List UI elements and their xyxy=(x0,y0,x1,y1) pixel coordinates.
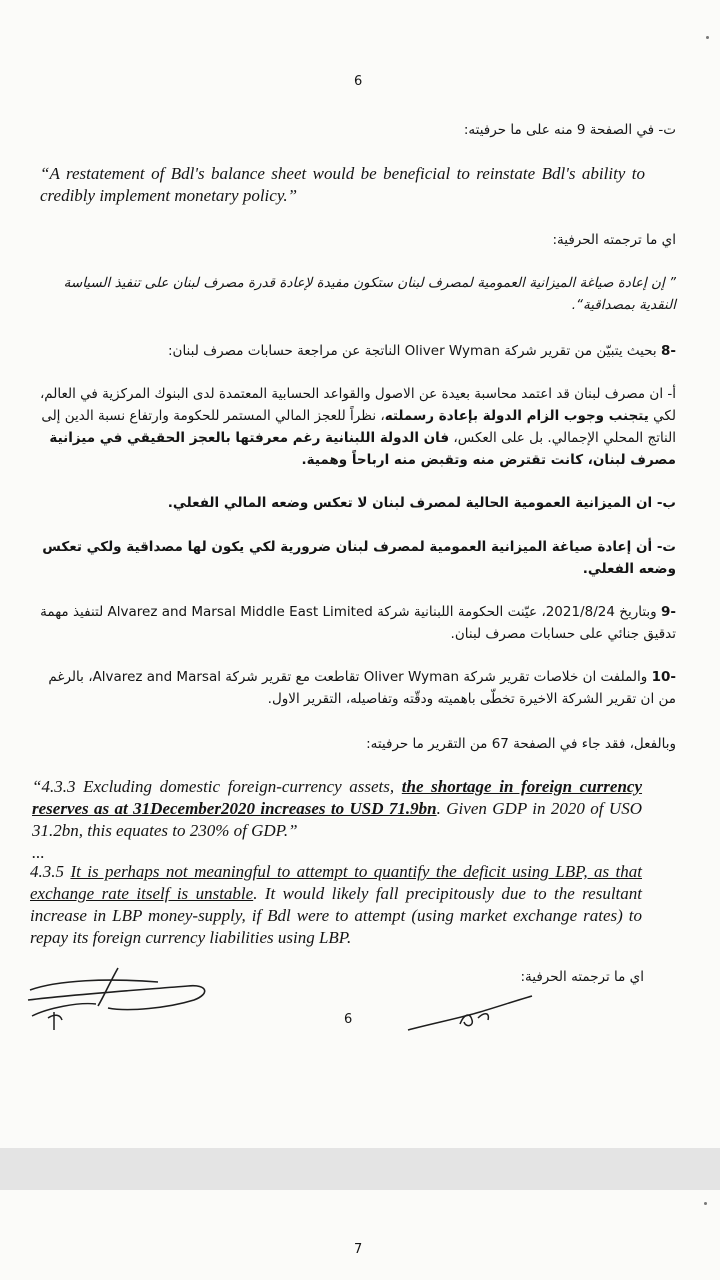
item-10 xyxy=(36,666,676,710)
closing-translation-label: اي ما ترجمته الحرفية: xyxy=(520,969,644,985)
item-9 xyxy=(36,601,676,645)
item-8b-marker: ب- xyxy=(656,495,676,511)
quote-4-3-5-suffix: . It would likely fall precipitously due to the resultant increase in LBP money-supply, if Bdl were to attempt (using market exchange rates) to repay its foreign currency liabilities using LBP. xyxy=(30,884,642,947)
item-9-text: وبتاريخ 2021/8/24، عيّنت الحكومة اللبنانية شركة Alvarez and Marsal Middle East Limited لتنفيذ مهمة تدقيق جنائي على حسابات مصرف لبنان. xyxy=(40,604,676,642)
quote-4-3-5 xyxy=(30,861,642,949)
quote-4-3-3-underlined: the shortage in foreign currency reserves as at 31December2020 increases to USD 71.9bn xyxy=(32,777,643,818)
item-8t-text: أن إعادة صياغة الميزانية العمومية لمصرف لبنان ضرورية لكي يكون لها مصداقية ولكي تعكس وضعه الفعلي. xyxy=(42,539,676,577)
item-10-marker: -10 xyxy=(651,669,676,685)
ellipsis: ... xyxy=(32,843,45,862)
item-8a-text-1: ان مصرف لبنان قد اعتمد محاسبة بعيدة عن الاصول والقواعد الحسابية المعتمدة لدى البنوك المركزية في العالم، لكي xyxy=(39,386,676,424)
item-9-marker: -9 xyxy=(660,604,676,620)
signature-left xyxy=(18,960,218,1040)
item-8a-bold-1: يتجنب وجوب الزام الدولة بإعادة رسملته xyxy=(384,408,649,424)
signature-right xyxy=(400,990,560,1040)
translation-text: ” إن إعادة صياغة الميزانية العمومية لمصرف لبنان ستكون مفيدة لإعادة قدرة مصرف لبنان على تنفيذ السياسة النقدية بمصداقية“. xyxy=(63,275,676,313)
quote-4-3-3 xyxy=(32,776,642,842)
translation-label: اي ما ترجمته الحرفية: xyxy=(552,232,676,248)
quote-bdl-restatement: “A restatement of Bdl's balance sheet would be beneficial to reinstate Bdl's ability to credibly implement monetary policy.” xyxy=(40,164,645,205)
item-8b xyxy=(36,492,676,514)
item-10-text: والملفت ان خلاصات تقرير شركة Oliver Wyman تقاطعت مع تقرير شركة Alvarez and Marsal، بالرغم من ان تقرير الشركة الاخيرة تخطّى باهميته ودقّته وتفاصيله، التقرير الاول. xyxy=(48,669,676,707)
quote-4-3-5-underlined: It is perhaps not meaningful to attempt to quantify the deficit using LBP, as that exchange rate itself is unstable xyxy=(30,862,642,903)
quote-4-3-3-suffix: . Given GDP in 2020 of USO 31.2bn, this equates to 230% of GDP.” xyxy=(32,799,642,840)
item-8b-text: ان الميزانية العمومية الحالية لمصرف لبنان لا تعكس وضعه المالي الفعلي. xyxy=(167,495,653,511)
quote-4-3-5-prefix: 4.3.5 xyxy=(30,862,71,881)
item-8a xyxy=(36,383,676,471)
page67-intro: وبالفعل، فقد جاء في الصفحة 67 من التقرير ما حرفيته: xyxy=(366,736,676,752)
page-number-bottom: 6 xyxy=(344,1012,353,1027)
item-8a-bold-2: فان الدولة اللبنانية رغم معرفتها بالعجز الحقيقي في ميزانية مصرف لبنان، كانت تقترض منه وتقبض منه ارباحاً وهمية. xyxy=(49,430,676,468)
item-8-text: بحيث يتبيّن من تقرير شركة Oliver Wyman الناتجة عن مراجعة حسابات مصرف لبنان: xyxy=(167,343,657,359)
section-t-heading: ت- في الصفحة 9 منه على ما حرفيته: xyxy=(463,122,676,138)
page-number-top: 6 xyxy=(354,74,363,89)
item-8t-marker: ت- xyxy=(656,539,676,555)
item-8t xyxy=(36,536,676,580)
scan-speck xyxy=(706,36,709,39)
item-8a-text-2: ، نظراً للعجز المالي المستمر للحكومة وارتفاع نسبة الدين إلى الناتج المحلي الإجمالي. بل على العكس، xyxy=(41,408,676,446)
item-8 xyxy=(36,340,676,362)
scan-speck-2 xyxy=(704,1202,707,1205)
quote-4-3-3-prefix: “4.3.3 Excluding domestic foreign-currency assets, xyxy=(32,777,402,796)
next-page xyxy=(0,1190,720,1280)
item-8-marker: -8 xyxy=(660,343,676,359)
next-page-number: 7 xyxy=(354,1242,363,1257)
item-8a-marker: أ- xyxy=(667,386,676,402)
